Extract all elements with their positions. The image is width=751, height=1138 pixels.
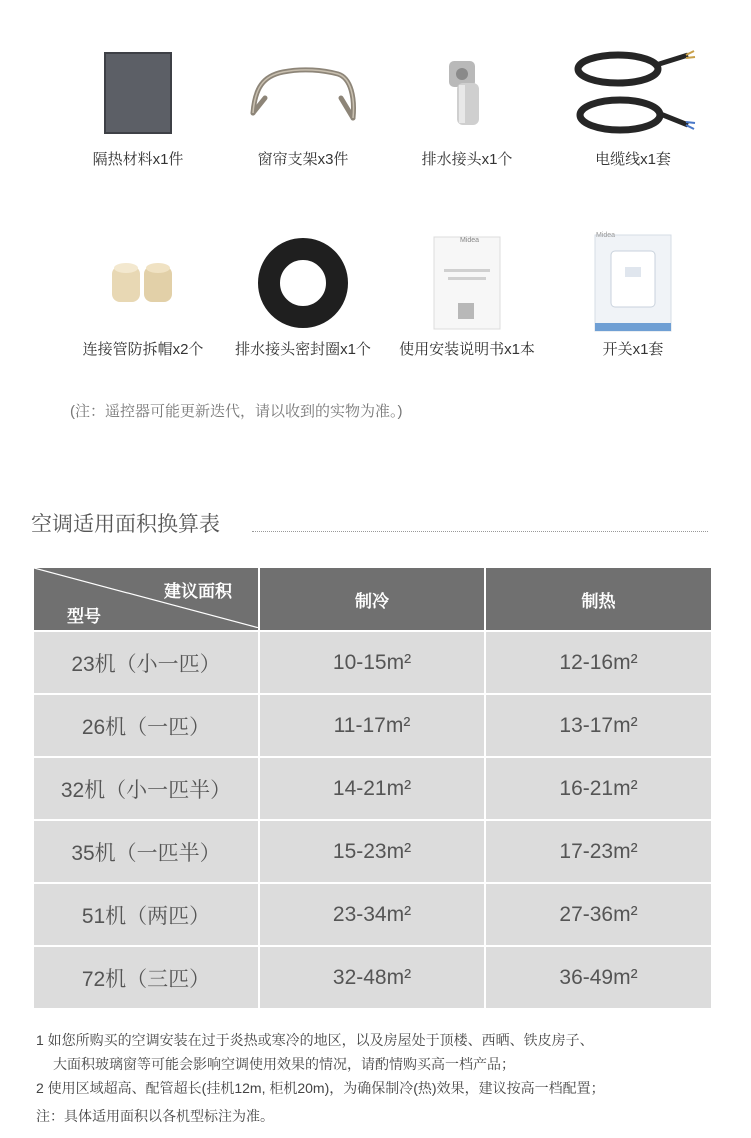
model-cell: 32机（小一匹半） — [34, 757, 259, 820]
model-cell: 51机（两匹） — [34, 883, 259, 946]
remote-note: (注：遥控器可能更新迭代，请以收到的实物为准。) — [70, 403, 403, 420]
cooling-cell: 10-15m² — [259, 631, 485, 694]
area-conversion-table — [34, 568, 711, 1008]
pipe-cap-icon — [58, 228, 228, 338]
curtain-bracket-icon — [218, 38, 388, 148]
model-cell: 72机（三匹） — [34, 946, 259, 1008]
footnote-1-cont: 大面积玻璃窗等可能会影响空调使用效果的情况，请酌情购买高一档产品； — [53, 1056, 515, 1072]
accessory-label: 排水接头x1个 — [421, 151, 513, 168]
model-cell: 26机（一匹） — [34, 694, 259, 757]
cooling-cell: 14-21m² — [259, 757, 485, 820]
table-row — [34, 631, 711, 694]
accessory-cable — [548, 38, 718, 169]
model-cell: 35机（一匹半） — [34, 820, 259, 883]
table-row — [34, 946, 711, 1008]
accessory-label: 连接管防拆帽x2个 — [82, 341, 204, 358]
header-heating: 制热 — [485, 568, 711, 631]
accessory-manual — [382, 228, 552, 359]
table-header-row — [34, 568, 711, 631]
accessory-seal-ring — [218, 228, 388, 359]
accessory-label: 排水接头密封圈x1个 — [235, 341, 371, 358]
drain-connector-icon — [382, 38, 552, 148]
accessory-label: 使用安装说明书x1本 — [399, 341, 535, 358]
heating-cell: 13-17m² — [485, 694, 711, 757]
brand-logo: Midea — [596, 232, 616, 239]
title-divider — [252, 531, 708, 532]
accessory-switch — [548, 228, 718, 359]
table-row — [34, 820, 711, 883]
footnote-3: 注：具体适用面积以各机型标注为准。 — [36, 1108, 274, 1124]
brand-logo: Midea — [460, 237, 480, 244]
heating-cell: 36-49m² — [485, 946, 711, 1008]
accessory-curtain-bracket — [218, 38, 388, 169]
header-diagonal-cell — [34, 568, 259, 631]
footnote-1: 1 如您所购买的空调安装在过于炎热或寒冷的地区，以及房屋处于顶楼、西晒、铁皮房子、 — [36, 1032, 594, 1048]
header-model: 型号 — [67, 607, 101, 626]
cable-icon — [548, 38, 718, 148]
table-row — [34, 757, 711, 820]
heating-cell: 17-23m² — [485, 820, 711, 883]
model-cell: 23机（小一匹） — [34, 631, 259, 694]
accessory-label: 隔热材料x1件 — [92, 151, 184, 168]
heating-cell: 12-16m² — [485, 631, 711, 694]
accessories-grid — [0, 0, 751, 420]
heating-cell: 16-21m² — [485, 757, 711, 820]
header-cooling: 制冷 — [259, 568, 485, 631]
switch-icon — [548, 228, 718, 338]
accessory-label: 开关x1套 — [602, 341, 664, 358]
cooling-cell: 32-48m² — [259, 946, 485, 1008]
header-suggested-area: 建议面积 — [164, 582, 232, 601]
insulation-material-icon — [53, 38, 223, 148]
table-row — [34, 883, 711, 946]
table-row — [34, 694, 711, 757]
accessory-insulation — [53, 38, 223, 169]
footnote-2: 2 使用区域超高、配管超长(挂机12m, 柜机20m)，为确保制冷(热)效果，建议按高一档配置； — [36, 1080, 605, 1096]
cooling-cell: 11-17m² — [259, 694, 485, 757]
accessory-drain-connector — [382, 38, 552, 169]
manual-icon — [382, 228, 552, 338]
cooling-cell: 15-23m² — [259, 820, 485, 883]
heating-cell: 27-36m² — [485, 883, 711, 946]
accessory-label: 窗帘支架x3件 — [257, 151, 349, 168]
seal-ring-icon — [218, 228, 388, 338]
accessory-label: 电缆线x1套 — [595, 151, 671, 168]
cooling-cell: 23-34m² — [259, 883, 485, 946]
accessory-pipe-cap — [58, 228, 228, 359]
section-title: 空调适用面积换算表 — [31, 513, 220, 536]
